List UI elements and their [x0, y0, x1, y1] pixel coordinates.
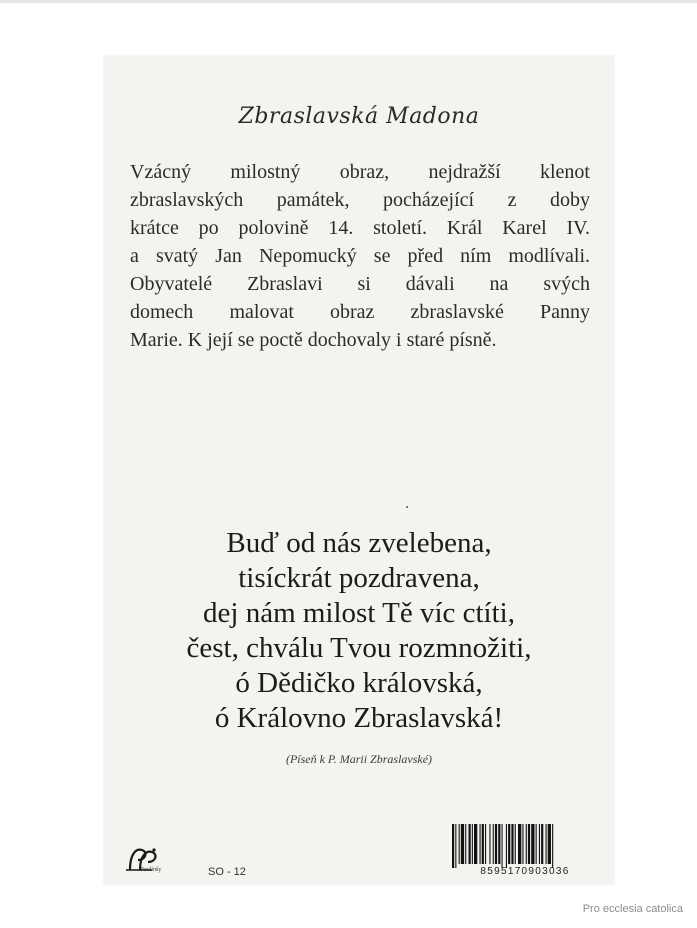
verse-line: ó Královno Zbraslavská!: [214, 702, 504, 734]
barcode-bar: [472, 824, 473, 864]
barcode-bar: [528, 824, 530, 864]
ink-dot: [406, 506, 408, 508]
barcode-bar: [493, 824, 494, 864]
description-line: Obyvatelé Zbraslavi si dávali na svých: [130, 273, 590, 295]
barcode-bar: [474, 824, 477, 864]
barcode-bar: [506, 824, 507, 868]
barcode-bar: [508, 824, 510, 864]
barcode-bar: [480, 824, 481, 864]
watermark-text: Pro ecclesia catolica: [582, 903, 683, 915]
barcode-bar: [536, 824, 537, 864]
barcode-bar: [518, 824, 521, 864]
barcode-bar: [485, 824, 486, 864]
barcode-bar: [552, 824, 553, 868]
description-line: Marie. K její se poctě dochovaly i staré písně.: [130, 329, 497, 351]
verse-line: Buď od nás zvelebena,: [226, 527, 492, 559]
barcode-bar: [459, 824, 460, 864]
barcode-bar: [526, 824, 527, 864]
barcode-bar: [515, 824, 516, 864]
description-line: zbraslavských památek, pocházející z doby: [130, 189, 590, 211]
barcode-bar: [495, 824, 497, 864]
verse-line: čest, chválu Tvou rozmnožiti,: [186, 632, 532, 664]
description-line: krátce po polovině 14. století. Král Karel IV.: [130, 217, 590, 239]
barcode-bar: [469, 824, 471, 864]
barcode-bar: [489, 824, 490, 864]
description-line: Vzácný milostný obraz, nejdražší klenot: [130, 161, 590, 183]
barcode-bar: [465, 824, 466, 864]
barcode-bar: [455, 824, 456, 868]
barcode-bar: [498, 824, 500, 864]
barcode-bar: [531, 824, 534, 864]
prayer-card: [104, 56, 614, 884]
barcode-bar: [522, 824, 523, 864]
barcode-bar: [539, 824, 540, 864]
hymn-verse: [104, 526, 614, 736]
description-paragraph: [130, 158, 590, 354]
barcode-bar: [502, 824, 503, 868]
description-line: a svatý Jan Nepomucký se před ním modlívali.: [130, 245, 590, 267]
barcode-bar: [548, 824, 551, 864]
verse-line: ó Dědičko královská,: [235, 667, 483, 699]
barcode-bar: [546, 824, 547, 864]
barcode-bar: [452, 824, 454, 868]
hymn-attribution: (Píseň k P. Marii Zbraslavské): [285, 752, 433, 766]
barcode-bar: [511, 824, 513, 864]
publisher-name: Paulínky: [140, 867, 162, 873]
barcode-icon: [452, 824, 598, 868]
barcode-bar: [541, 824, 543, 864]
barcode-bar: [461, 824, 464, 864]
top-divider: [0, 0, 697, 3]
description-line: domech malovat obraz zbraslavské Panny: [130, 301, 590, 323]
product-code: SO - 12: [208, 866, 246, 878]
card-title: Zbraslavská Madona: [238, 104, 480, 129]
verse-line: dej nám milost Tě víc ctíti,: [203, 597, 515, 629]
barcode-number: 8595170903036: [480, 866, 570, 877]
verse-line: tisíckrát pozdravena,: [238, 562, 480, 594]
barcode-bar: [482, 824, 484, 864]
